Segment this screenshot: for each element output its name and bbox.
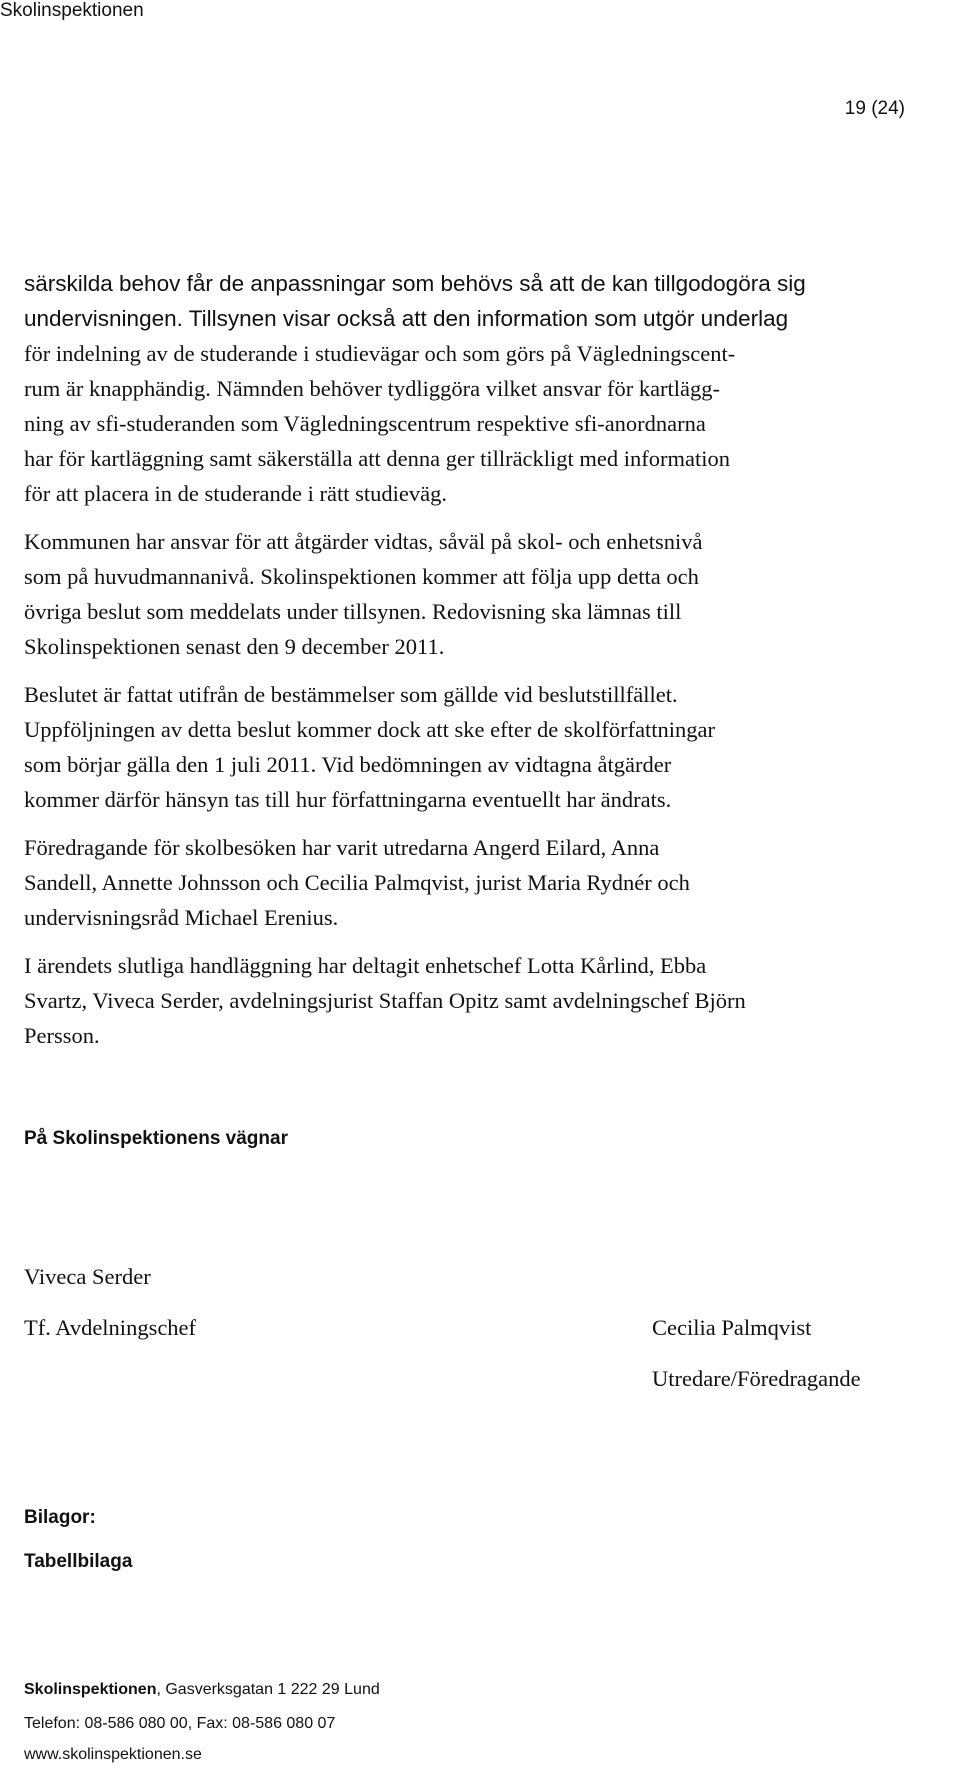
header-organization: Skolinspektionen (0, 0, 144, 21)
text-line: Föredragande för skolbesöken har varit utredarna Angerd Eilard, Anna (24, 835, 660, 860)
attachments-heading: Bilagor: (24, 1507, 96, 1528)
text-line: kommer därför hänsyn tas till hur författningarna eventuellt har ändrats. (24, 787, 672, 812)
attachment-item: Tabellbilaga (24, 1551, 133, 1572)
page-number: 19 (24) (844, 98, 905, 119)
text-line: ning av sfi-studeranden som Vägledningscentrum respektive sfi-anordnarna (24, 411, 706, 436)
paragraph-1 (24, 266, 936, 511)
signatory-name-left: Viveca Serder (24, 1264, 151, 1289)
footer-address-text: , Gasverksgatan 1 222 29 Lund (156, 1681, 380, 1698)
text-line: Uppföljningen av detta beslut kommer dock att ske efter de skolförfattningar (24, 717, 716, 742)
signatory-name-right: Cecilia Palmqvist (652, 1315, 812, 1340)
text-line: för att placera in de studerande i rätt studieväg. (24, 481, 447, 506)
footer-org: Skolinspektionen (24, 1681, 157, 1698)
text-line: I ärendets slutliga handläggning har deltagit enhetschef Lotta Kårlind, Ebba (24, 953, 707, 978)
text-line: som på huvudmannanivå. Skolinspektionen kommer att följa upp detta och (24, 564, 699, 589)
closing-line: På Skolinspektionens vägnar (24, 1128, 288, 1149)
footer-phone: Telefon: 08-586 080 00, Fax: 08-586 080 07 (24, 1715, 336, 1732)
text-line: undervisningen. Tillsynen visar också att den information som utgör underlag (24, 306, 789, 331)
text-line: Persson. (24, 1023, 100, 1048)
text-line: Svartz, Viveca Serder, avdelningsjurist Staffan Opitz samt avdelningschef Björn (24, 988, 746, 1013)
text-line: för indelning av de studerande i studievägar och som görs på Vägledningscent- (24, 341, 736, 366)
footer-address (24, 1681, 380, 1699)
text-line: särskilda behov får de anpassningar som behövs så att de kan tillgodogöra sig (24, 271, 806, 296)
text-line: rum är knapphändig. Nämnden behöver tydliggöra vilket ansvar för kartlägg- (24, 376, 721, 401)
paragraph-2 (24, 524, 936, 664)
text-line: har för kartläggning samt säkerställa att denna ger tillräckligt med information (24, 446, 731, 471)
paragraph-5 (24, 948, 936, 1053)
text-line: som börjar gälla den 1 juli 2011. Vid bedömningen av vidtagna åtgärder (24, 752, 672, 777)
text-line: Sandell, Annette Johnsson och Cecilia Palmqvist, jurist Maria Rydnér och (24, 870, 690, 895)
paragraph-4 (24, 830, 936, 935)
footer-website: www.skolinspektionen.se (24, 1746, 202, 1763)
signatory-title-right: Utredare/Föredragande (652, 1366, 861, 1391)
paragraph-3 (24, 677, 936, 817)
text-line: Beslutet är fattat utifrån de bestämmelser som gällde vid beslutstillfället. (24, 682, 678, 707)
text-line: Skolinspektionen senast den 9 december 2011. (24, 634, 445, 659)
document-body (24, 266, 936, 1066)
text-line: undervisningsråd Michael Erenius. (24, 905, 339, 930)
text-line: övriga beslut som meddelats under tillsynen. Redovisning ska lämnas till (24, 599, 682, 624)
text-line: Kommunen har ansvar för att åtgärder vidtas, såväl på skol- och enhetsnivå (24, 529, 703, 554)
signatory-title-left: Tf. Avdelningschef (24, 1315, 197, 1340)
